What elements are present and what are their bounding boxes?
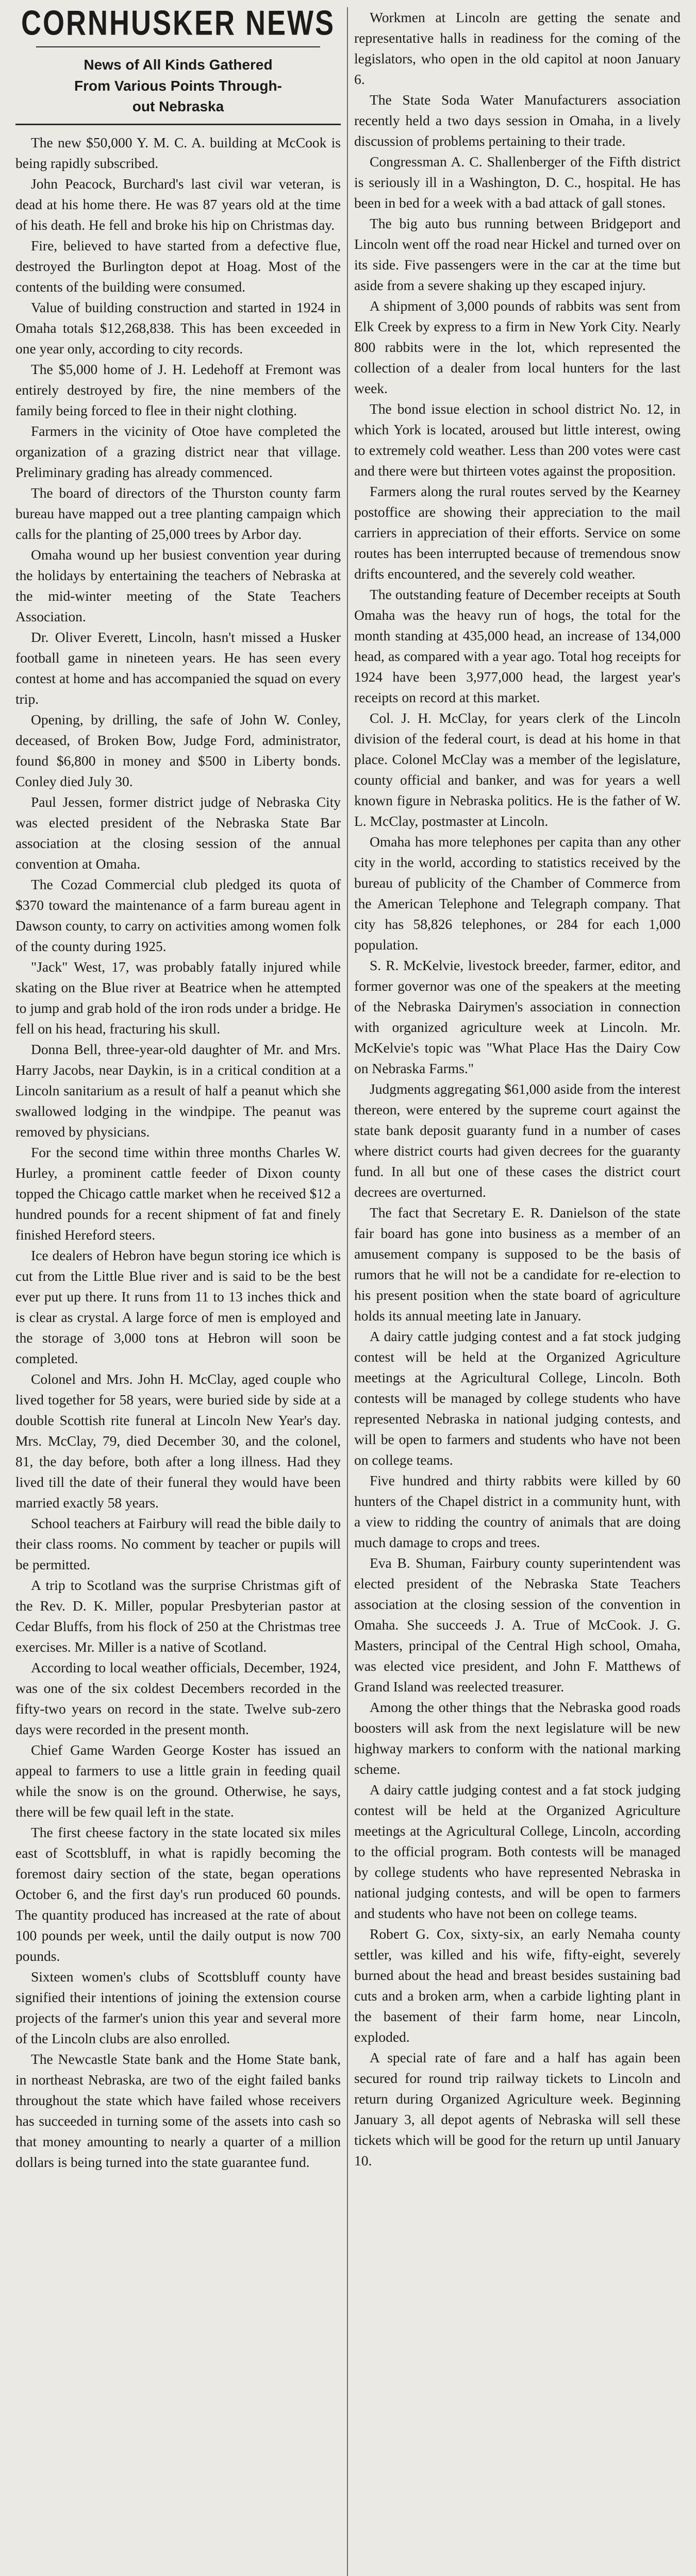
news-item: Among the other things that the Nebraska good roads boosters will ask from the next legislature will be new highway markers to conform with the national marking scheme. (354, 1699, 681, 1777)
news-item: A special rate of fare and a half has again been secured for round trip railway tickets to Lincoln and return during Organized Agriculture week. Beginning January 3, all depot agents of Nebraska will sell these tickets which will be good for the return up until January 10. (354, 2049, 681, 2168)
news-item: The Newcastle State bank and the Home State bank, in northeast Nebraska, are two of the eight failed banks throughout the state which have failed whose receivers has succeeded in turning some of the assets into cash so that money amounting to nearly a quarter of a million dollars is being turned into the state guarantee fund. (15, 2050, 341, 2170)
news-item: Judgments aggregating $61,000 aside from the interest thereon, were entered by the supreme court against the state bank deposit guaranty fund in a number of cases where district courts had given decrees for the guaranty fund. In all but one of these cases the district court decrees are overturned. (354, 1081, 681, 1200)
news-item: The first cheese factory in the state located six miles east of Scottsbluff, in what is rapidly becoming the foremost dairy section of the state, began operations October 6, and the first day's run produced 60 pounds. The quantity produced has increased at the rate of about 100 pounds per week, until the daily output is now 700 pounds. (15, 1824, 341, 1964)
news-item: Col. J. H. McClay, for years clerk of the Lincoln division of the federal court, is dead at his home in that place. Colonel McClay was a member of the legislature, county official and banker, and was for years a well known figure in Nebraska politics. He is the father of W. L. McClay, postmaster at Lincoln. (354, 710, 681, 829)
news-item: Farmers along the rural routes served by the Kearney postoffice are showing their appreciation to the mail carriers in appreciation of their efforts. Service on some routes has been interrupted because of tremendous snow drifts encountered, and the severely cold weather. (354, 483, 681, 582)
news-item: According to local weather officials, December, 1924, was one of the six coldest Decembers recorded in the fifty-two years on record in the state. Twelve sub-zero days were recorded in the present month. (15, 1659, 341, 1737)
news-item: Omaha wound up her busiest convention year during the holidays by entertaining the teachers of Nebraska at the mid-winter meeting of the State Teachers Association. (15, 546, 341, 624)
news-item: Sixteen women's clubs of Scottsbluff county have signified their intentions of joining the extension course projects of the farmer's union this year and several more of the Lincoln clubs are also enrolled. (15, 1968, 341, 2046)
news-item: The State Soda Water Manufacturers association recently held a two days session in Omaha, in a lively discussion of problems pertaining to their trade. (354, 92, 681, 149)
news-item: Congressman A. C. Shallenberger of the Fifth district is seriously ill in a Washington, D. C., hospital. He has been in bed for a week with a bad attack of gall stones. (354, 154, 681, 211)
news-item: Dr. Oliver Everett, Lincoln, hasn't missed a Husker football game in nineteen years. He has seen every contest at home and has accompanied the squad on every trip. (15, 629, 341, 707)
news-column-left (9, 7, 348, 2576)
news-item: Ice dealers of Hebron have begun storing ice which is cut from the Little Blue river and is said to be the best ever put up there. It runs from 11 to 13 inches thick and is clear as crystal. A large force of men is employed and the storage of 3,000 tons at Hebron will soon be completed. (15, 1247, 341, 1366)
news-item: The fact that Secretary E. R. Danielson of the state fair board has gone into business as a member of an amusement company is supposed to be the basis of rumors that he will not be a candidate for re-election to his present position when the state board of agriculture holds its annual meeting late in January. (354, 1205, 681, 1324)
news-item: Donna Bell, three-year-old daughter of Mr. and Mrs. Harry Jacobs, near Daykin, is in a critical condition at a Lincoln sanitarium as a result of half a peanut which she swallowed lodging in the windpipe. The peanut was removed by physicians. (15, 1041, 341, 1140)
news-item: Omaha has more telephones per capita than any other city in the world, according to statistics received by the bureau of publicity of the Chamber of Commerce from the American Telephone and Telegraph company. That city has 58,826 telephones, or 284 for each 1,000 population. (354, 834, 681, 953)
news-item: The big auto bus running between Bridgeport and Lincoln went off the road near Hickel and turned over on its side. Five passengers were in the car at the time but aside from a severe shaking up they escaped injury. (354, 215, 681, 293)
news-item: Fire, believed to have started from a defective flue, destroyed the Burlington depot at Hoag. Most of the contents of the building were consumed. (15, 237, 341, 295)
news-item: Paul Jessen, former district judge of Nebraska City was elected president of the Nebraska State Bar association at the closing session of the annual convention at Omaha. (15, 793, 341, 872)
news-item: John Peacock, Burchard's last civil war veteran, is dead at his home there. He was 87 years old at the time of his death. He fell and broke his hip on Christmas day. (15, 175, 341, 233)
right-stories (354, 7, 681, 2171)
news-column-right (348, 7, 687, 2576)
news-item: The new $50,000 Y. M. C. A. building at McCook is being rapidly subscribed. (15, 134, 341, 171)
news-item: School teachers at Fairbury will read the bible daily to their class rooms. No comment by teacher or pupils will be permitted. (15, 1515, 341, 1572)
masthead (15, 7, 341, 125)
news-item: The Cozad Commercial club pledged its quota of $370 toward the maintenance of a farm bureau agent in Dawson county, to carry on activities among women folk of the county during 1925. (15, 876, 341, 954)
masthead-subtitle-line: News of All Kinds Gathered (84, 57, 273, 73)
masthead-subtitle-line: out Nebraska (132, 98, 224, 115)
news-item: Value of building construction and started in 1924 in Omaha totals $12,268,838. This has been exceeded in one year only, according to city records. (15, 299, 341, 357)
news-item: Robert G. Cox, sixty-six, an early Nemaha county settler, was killed and his wife, fifty-eight, severely burned about the head and breast besides sustaining bad cuts and a broken arm, when a carbide lighting plant in the basement of their farm home, near Lincoln, exploded. (354, 1926, 681, 2045)
news-item: The $5,000 home of J. H. Ledehoff at Fremont was entirely destroyed by fire, the nine members of the family being forced to flee in their night clothing. (15, 361, 341, 418)
news-item: The board of directors of the Thurston county farm bureau have mapped out a tree planting campaign which calls for the planting of 25,000 trees by Arbor day. (15, 484, 341, 542)
news-item: Eva B. Shuman, Fairbury county superintendent was elected president of the Nebraska State Teachers association at the closing session of the convention in Omaha. She succeeds J. A. True of McCook. J. G. Masters, principal of the Central High school, Omaha, was elected vice president, and John F. Matthews of Grand Island was reelected treasurer. (354, 1555, 681, 1694)
news-item: The bond issue election in school district No. 12, in which York is located, aroused but little interest, owing to extremely cold weather. Less than 200 votes were cast and there were but thirteen votes against the proposition. (354, 401, 681, 479)
news-item: Five hundred and thirty rabbits were killed by 60 hunters of the Chapel district in a community hunt, with a view to ridding the country of animals that are doing much damage to crops and trees. (354, 1472, 681, 1550)
news-item: Workmen at Lincoln are getting the senate and representative halls in readiness for the coming of the legislators, who open in the old capitol at noon January 6. (354, 9, 681, 87)
news-item: A dairy cattle judging contest and a fat stock judging contest will be held at the Organized Agriculture meetings at the Agricultural College, Lincoln. Both contests will be managed by college students who have represented Nebraska in national judging contests, and will be open to farmers and students who have not been on college teams. (354, 1328, 681, 1468)
news-item: For the second time within three months Charles W. Hurley, a prominent cattle feeder of Dixon county topped the Chicago cattle market when he received $12 a hundred pounds for a recent shipment of fat and finely finished Hereford steers. (15, 1144, 341, 1243)
news-item: A trip to Scotland was the surprise Christmas gift of the Rev. D. K. Miller, popular Presbyterian pastor at Cedar Bluffs, from his flock of 250 at the Christmas tree exercises. Mr. Miller is a native of Scotland. (15, 1577, 341, 1655)
masthead-subtitle-line: From Various Points Through- (74, 77, 282, 94)
masthead-rule (36, 46, 320, 47)
news-item: "Jack" West, 17, was probably fatally injured while skating on the Blue river at Beatrice when he attempted to jump and grab hold of the iron rods under a bridge. He fell on his head, fracturing his skull. (15, 958, 341, 1037)
news-item: Chief Game Warden George Koster has issued an appeal to farmers to use a little grain in feeding quail while the snow is on the ground. Otherwise, he says, there will be few quail left in the state. (15, 1741, 341, 1820)
news-item: S. R. McKelvie, livestock breeder, farmer, editor, and former governor was one of the speakers at the meeting of the Nebraska Dairymen's association in connection with organized agriculture week at Lincoln. Mr. McKelvie's topic was "What Place Has the Dairy Cow on Nebraska Farms." (354, 957, 681, 1076)
news-item: The outstanding feature of December receipts at South Omaha was the heavy run of hogs, the total for the month standing at 435,000 head, an increase of 134,000 head, as compared with a year ago. Total hog receipts for 1924 have been 3,977,000 head, the largest year's receipts on record at this market. (354, 586, 681, 705)
masthead-subtitle (15, 55, 341, 117)
news-item: Farmers in the vicinity of Otoe have completed the organization of a grazing district near that village. Preliminary grading has already commenced. (15, 422, 341, 480)
masthead-title: CORNHUSKER NEWS (21, 7, 336, 43)
news-item: A dairy cattle judging contest and a fat stock judging contest will be held at the Organized Agriculture meetings at the Agricultural College, Lincoln, according to the official program. Both contests will be managed by college students who have represented Nebraska in national judging contests, and will be open to farmers and students who have not been on college teams. (354, 1782, 681, 1921)
news-item: Colonel and Mrs. John H. McClay, aged couple who lived together for 58 years, were buried side by side at a double Scottish rite funeral at Lincoln New Year's day. Mrs. McClay, 79, died December 30, and the colonel, 81, the day before, both after a long illness. Had they lived till the date of their funeral they would have been married exactly 58 years. (15, 1370, 341, 1511)
left-stories (15, 132, 341, 2173)
news-item: Opening, by drilling, the safe of John W. Conley, deceased, of Broken Bow, Judge Ford, administrator, found $6,800 in money and $500 in Liberty bonds. Conley died July 30. (15, 711, 341, 789)
news-item: A shipment of 3,000 pounds of rabbits was sent from Elk Creek by express to a firm in New York City. Nearly 800 rabbits were in the lot, which represented the collection of a dealer from local hunters for the last week. (354, 298, 681, 396)
